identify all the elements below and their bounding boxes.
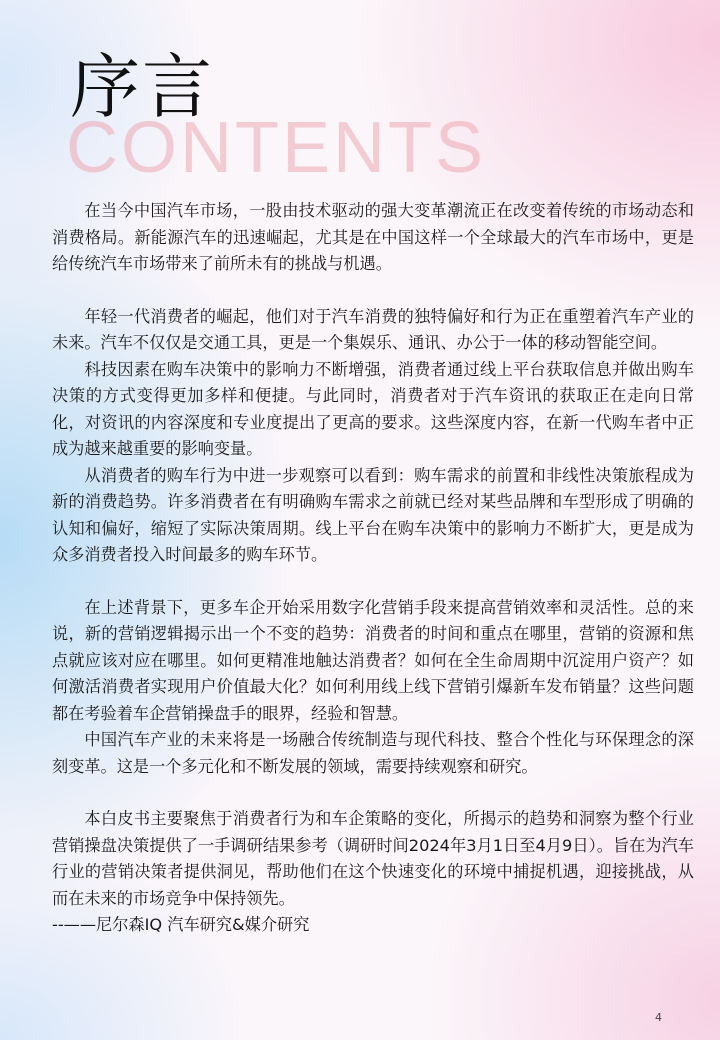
paragraph: 中国汽车产业的未来将是一场融合传统制造与现代科技、整合个性化与环保理念的深刻变革。这是一个多元化和不断发展的领域，需要持续观察和研究。 [52, 730, 694, 776]
signature: --——尼尔森IQ 汽车研究&媒介研究 [52, 915, 310, 934]
paragraph: 本白皮书主要聚焦于消费者行为和车企策略的变化，所揭示的趋势和洞察为整个行业营销操盘决策提供了一手调研结果参考（调研时间2024年3月1日至4月9日）。旨在为汽车行业的营销决策者提供洞见，帮助他们在这个快速变化的环境中捕捉机遇，迎接挑战，从而在未来的市场竞争中保持领先。 [52, 809, 694, 908]
preface-body [52, 198, 694, 939]
paragraph: 从消费者的购车行为中进一步观察可以看到：购车需求的前置和非线性决策旅程成为新的消费趋势。许多消费者在有明确购车需求之前就已经对某些品牌和车型形成了明确的认知和偏好，缩短了实际决策周期。线上平台在购车决策中的影响力不断扩大，更是成为众多消费者投入时间最多的购车环节。 [52, 465, 694, 564]
page-number: 4 [655, 1011, 662, 1024]
paragraph: 在当今中国汽车市场，一股由技术驱动的强大变革潮流正在改变着传统的市场动态和消费格局。新能源汽车的迅速崛起，尤其是在中国这样一个全球最大的汽车市场中，更是给传统汽车市场带来了前所未有的挑战与机遇。 [52, 201, 694, 273]
page-title: 序言 [70, 46, 214, 128]
paragraph: 年轻一代消费者的崛起，他们对于汽车消费的独特偏好和行为正在重塑着汽车产业的未来。汽车不仅仅是交通工具，更是一个集娱乐、通讯、办公于一体的移动智能空间。 [52, 306, 694, 352]
paragraph: 科技因素在购车决策中的影响力不断增强，消费者通过线上平台获取信息并做出购车决策的方式变得更加多样和便捷。与此同时，消费者对于汽车资讯的获取正在走向日常化，对资讯的内容深度和专业度提出了更高的要求。这些深度内容，在新一代购车者中正成为越来越重要的影响变量。 [52, 359, 694, 458]
page-title-watermark: CONTENTS [66, 108, 486, 188]
paragraph: 在上述背景下，更多车企开始采用数字化营销手段来提高营销效率和灵活性。总的来说，新的营销逻辑揭示出一个不变的趋势：消费者的时间和重点在哪里，营销的资源和焦点就应该对应在哪里。如何更精准地触达消费者？如何在全生命周期中沉淀用户资产？如何激活消费者实现用户价值最大化？如何利用线上线下营销引爆新车发布销量？这些问题都在考验着车企营销操盘手的眼界，经验和智慧。 [52, 597, 694, 723]
